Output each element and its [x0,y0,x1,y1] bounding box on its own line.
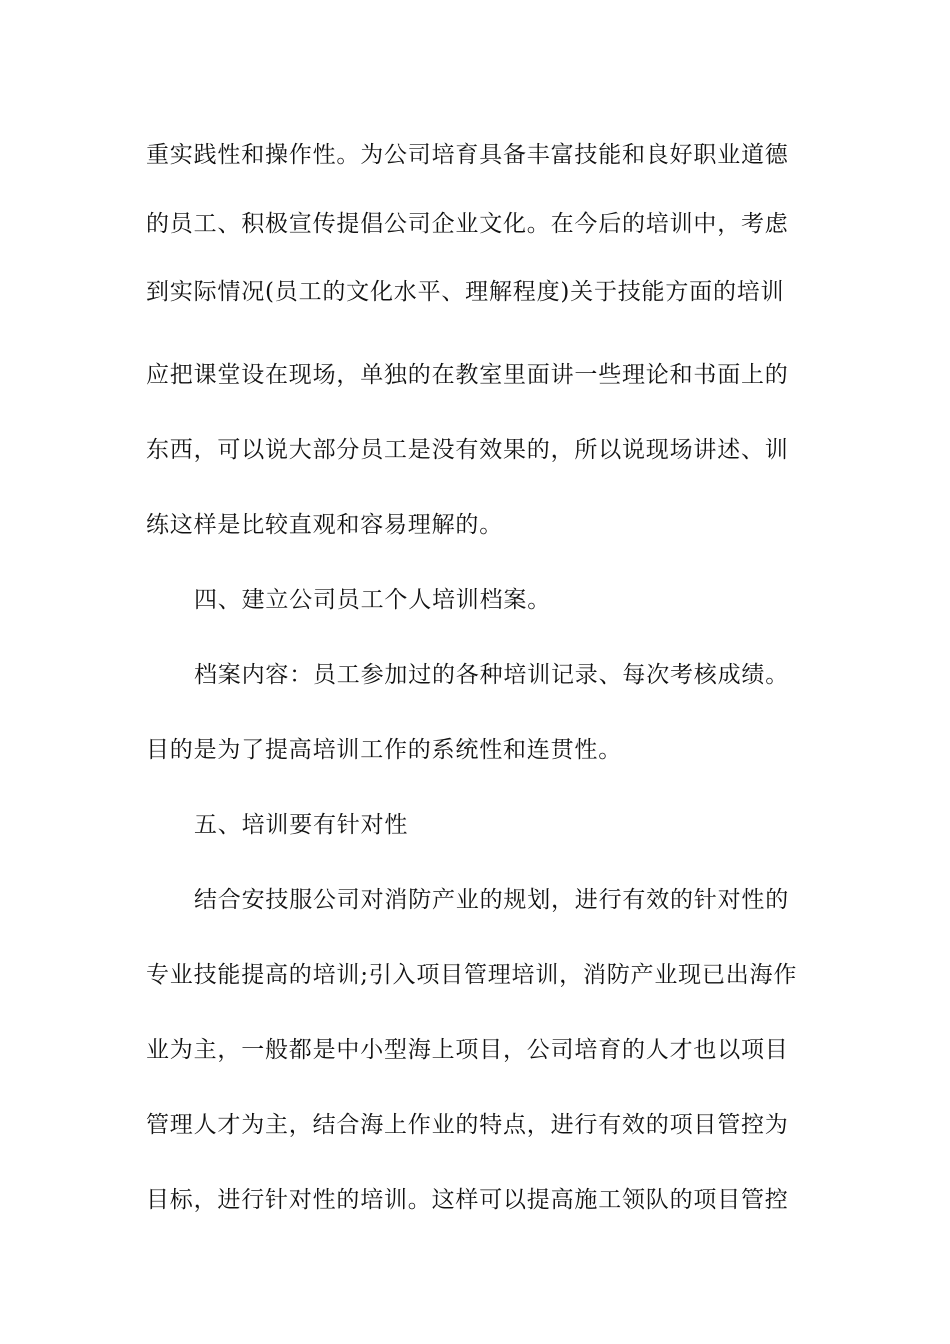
body-text-line: 应把课堂设在现场，单独的在教室里面讲一些理论和书面上的 [146,362,789,388]
section-heading: 四、建立公司员工个人培训档案。 [194,587,551,613]
body-text-line: 业为主，一般都是中小型海上项目，公司培育的人才也以项目 [146,1037,789,1063]
body-text-line: 重实践性和操作性。为公司培育具备丰富技能和良好职业道德 [146,142,789,168]
body-text-line: 的员工、积极宣传提倡公司企业文化。在今后的培训中，考虑 [146,211,789,237]
section-heading: 五、培训要有针对性 [194,812,409,838]
body-text-line: 到实际情况(员工的文化水平、理解程度)关于技能方面的培训 [146,279,785,305]
body-text-line: 结合安技服公司对消防产业的规划，进行有效的针对性的 [194,887,789,913]
body-text-line: 专业技能提高的培训;引入项目管理培训，消防产业现已出海作 [146,962,798,988]
body-text-line: 管理人才为主，结合海上作业的特点，进行有效的项目管控为 [146,1112,789,1138]
body-text-line: 练这样是比较直观和容易理解的。 [146,512,503,538]
body-text-line: 档案内容：员工参加过的各种培训记录、每次考核成绩。 [194,662,789,688]
body-text-line: 目的是为了提高培训工作的系统性和连贯性。 [146,737,622,763]
body-text-line: 东西，可以说大部分员工是没有效果的，所以说现场讲述、训 [146,437,789,463]
body-text-line: 目标，进行针对性的培训。这样可以提高施工领队的项目管控 [146,1187,789,1213]
